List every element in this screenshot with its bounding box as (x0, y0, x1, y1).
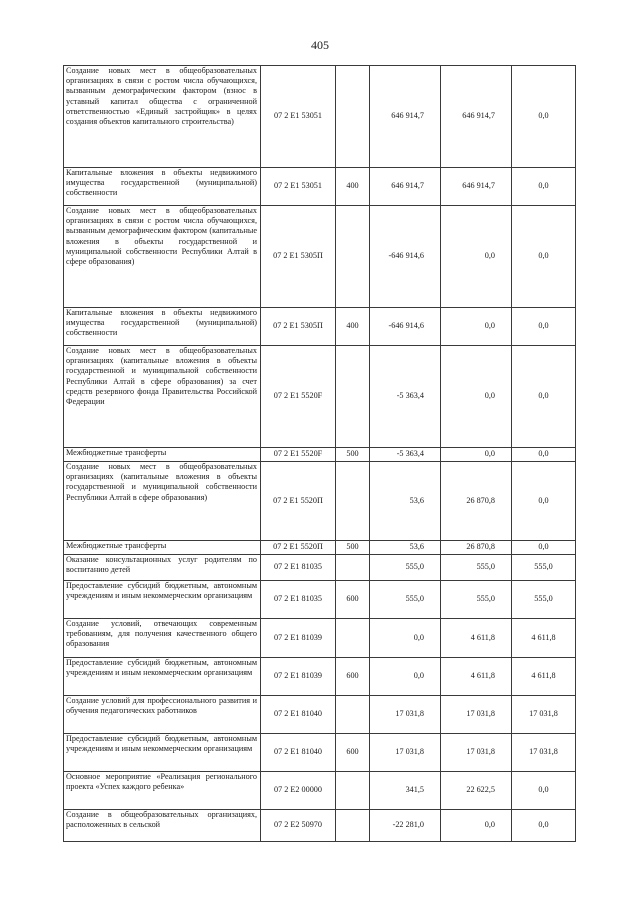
amount-2-cell: 26 870,8 (441, 462, 512, 541)
table-row (64, 555, 576, 581)
amount-2-cell: 555,0 (441, 581, 512, 619)
amount-1-cell: 646 914,7 (370, 66, 441, 168)
target-code-cell: 07 2 E1 5305П (261, 206, 336, 308)
expense-name-cell: Предоставление субсидий бюджетным, автономным учреждениям и иным некоммерческим организациям (64, 658, 261, 696)
table-row (64, 772, 576, 810)
amount-2-cell: 646 914,7 (441, 66, 512, 168)
amount-3-cell: 0,0 (512, 772, 576, 810)
amount-2-cell: 17 031,8 (441, 696, 512, 734)
expense-name-cell: Межбюджетные трансферты (64, 541, 261, 555)
expense-type-cell: 600 (336, 734, 370, 772)
table-row (64, 462, 576, 541)
expense-name-cell: Создание новых мест в общеобразовательных организациях в связи с ростом числа обучающихся, вызванным демографическим фактором (взнос в уставный капитал общества с ограниченной ответственностью «Единый застройщик» в целях создания объектов капитального строительства) (64, 66, 261, 168)
amount-3-cell: 0,0 (512, 346, 576, 448)
amount-1-cell: -646 914,6 (370, 206, 441, 308)
amount-3-cell: 555,0 (512, 555, 576, 581)
amount-1-cell: 341,5 (370, 772, 441, 810)
expense-name-cell: Создание условий, отвечающих современным требованиям, для получения качественного общего образования (64, 619, 261, 658)
target-code-cell: 07 2 E1 81039 (261, 619, 336, 658)
amount-2-cell: 646 914,7 (441, 168, 512, 206)
target-code-cell: 07 2 E1 81035 (261, 581, 336, 619)
expense-type-cell: 400 (336, 168, 370, 206)
amount-1-cell: 17 031,8 (370, 696, 441, 734)
amount-2-cell: 0,0 (441, 206, 512, 308)
target-code-cell: 07 2 E2 50970 (261, 810, 336, 842)
target-code-cell: 07 2 E1 5520П (261, 541, 336, 555)
target-code-cell: 07 2 E1 5305П (261, 308, 336, 346)
expense-name-cell: Межбюджетные трансферты (64, 448, 261, 462)
expense-type-cell: 600 (336, 581, 370, 619)
target-code-cell: 07 2 E1 53051 (261, 66, 336, 168)
target-code-cell: 07 2 E1 81040 (261, 734, 336, 772)
amount-2-cell: 17 031,8 (441, 734, 512, 772)
target-code-cell: 07 2 E1 5520П (261, 462, 336, 541)
amount-3-cell: 17 031,8 (512, 696, 576, 734)
expense-name-cell: Основное мероприятие «Реализация регионального проекта «Успех каждого ребенка» (64, 772, 261, 810)
amount-3-cell: 0,0 (512, 308, 576, 346)
amount-1-cell: 53,6 (370, 541, 441, 555)
expense-type-cell (336, 206, 370, 308)
table-row (64, 658, 576, 696)
amount-1-cell: 555,0 (370, 555, 441, 581)
amount-3-cell: 0,0 (512, 168, 576, 206)
expense-type-cell (336, 66, 370, 168)
table-row (64, 696, 576, 734)
expense-name-cell: Создание в общеобразовательных организациях, расположенных в сельской (64, 810, 261, 842)
expense-type-cell (336, 772, 370, 810)
amount-2-cell: 4 611,8 (441, 658, 512, 696)
budget-table (63, 65, 576, 842)
expense-name-cell: Предоставление субсидий бюджетным, автономным учреждениям и иным некоммерческим организациям (64, 734, 261, 772)
amount-3-cell: 555,0 (512, 581, 576, 619)
amount-1-cell: 0,0 (370, 619, 441, 658)
amount-1-cell: 17 031,8 (370, 734, 441, 772)
budget-table-body (64, 66, 576, 842)
table-row (64, 448, 576, 462)
amount-2-cell: 0,0 (441, 810, 512, 842)
amount-2-cell: 555,0 (441, 555, 512, 581)
amount-2-cell: 26 870,8 (441, 541, 512, 555)
target-code-cell: 07 2 E1 81039 (261, 658, 336, 696)
page-number: 405 (311, 38, 329, 52)
amount-1-cell: -22 281,0 (370, 810, 441, 842)
table-row (64, 581, 576, 619)
expense-type-cell: 500 (336, 541, 370, 555)
amount-1-cell: 555,0 (370, 581, 441, 619)
expense-name-cell: Капитальные вложения в объекты недвижимого имущества государственной (муниципальной) собственности (64, 308, 261, 346)
expense-name-cell: Создание условий для профессионального развития и обучения педагогических работников (64, 696, 261, 734)
amount-3-cell: 0,0 (512, 541, 576, 555)
table-row (64, 308, 576, 346)
amount-3-cell: 0,0 (512, 448, 576, 462)
target-code-cell: 07 2 E1 81040 (261, 696, 336, 734)
expense-name-cell: Капитальные вложения в объекты недвижимого имущества государственной (муниципальной) собственности (64, 168, 261, 206)
expense-type-cell (336, 346, 370, 448)
amount-3-cell: 0,0 (512, 206, 576, 308)
expense-name-cell: Создание новых мест в общеобразовательных организациях (капитальные вложения в объекты государственной и муниципальной собственности Республики Алтай в сфере образования) (64, 462, 261, 541)
target-code-cell: 07 2 E2 00000 (261, 772, 336, 810)
amount-3-cell: 4 611,8 (512, 658, 576, 696)
expense-name-cell: Создание новых мест в общеобразовательных организациях (капитальные вложения в объекты государственной и муниципальной собственности Республики Алтай в сфере образования) за счет средств резервного фонда Правительства Российской Федерации (64, 346, 261, 448)
table-row (64, 810, 576, 842)
amount-3-cell: 4 611,8 (512, 619, 576, 658)
target-code-cell: 07 2 E1 81035 (261, 555, 336, 581)
amount-3-cell: 0,0 (512, 66, 576, 168)
amount-1-cell: -646 914,6 (370, 308, 441, 346)
target-code-cell: 07 2 E1 5520F (261, 346, 336, 448)
amount-1-cell: 53,6 (370, 462, 441, 541)
table-row (64, 168, 576, 206)
expense-type-cell (336, 810, 370, 842)
expense-type-cell (336, 555, 370, 581)
amount-1-cell: -5 363,4 (370, 346, 441, 448)
expense-type-cell (336, 696, 370, 734)
amount-1-cell: 646 914,7 (370, 168, 441, 206)
amount-2-cell: 0,0 (441, 308, 512, 346)
target-code-cell: 07 2 E1 53051 (261, 168, 336, 206)
table-row (64, 206, 576, 308)
expense-type-cell (336, 619, 370, 658)
amount-3-cell: 17 031,8 (512, 734, 576, 772)
amount-1-cell: -5 363,4 (370, 448, 441, 462)
amount-3-cell: 0,0 (512, 810, 576, 842)
target-code-cell: 07 2 E1 5520F (261, 448, 336, 462)
expense-name-cell: Предоставление субсидий бюджетным, автономным учреждениям и иным некоммерческим организациям (64, 581, 261, 619)
amount-2-cell: 0,0 (441, 448, 512, 462)
expense-type-cell: 400 (336, 308, 370, 346)
amount-2-cell: 4 611,8 (441, 619, 512, 658)
table-row (64, 541, 576, 555)
table-row (64, 66, 576, 168)
amount-2-cell: 22 622,5 (441, 772, 512, 810)
expense-type-cell: 500 (336, 448, 370, 462)
amount-3-cell: 0,0 (512, 462, 576, 541)
table-row (64, 619, 576, 658)
expense-name-cell: Создание новых мест в общеобразовательных организациях в связи с ростом числа обучающихся, вызванным демографическим фактором (капитальные вложения в объекты государственной и муниципальной собственности Республики Алтай в сфере образования) (64, 206, 261, 308)
amount-1-cell: 0,0 (370, 658, 441, 696)
expense-name-cell: Оказание консультационных услуг родителям по воспитанию детей (64, 555, 261, 581)
expense-type-cell: 600 (336, 658, 370, 696)
amount-2-cell: 0,0 (441, 346, 512, 448)
expense-type-cell (336, 462, 370, 541)
table-row (64, 734, 576, 772)
table-row (64, 346, 576, 448)
